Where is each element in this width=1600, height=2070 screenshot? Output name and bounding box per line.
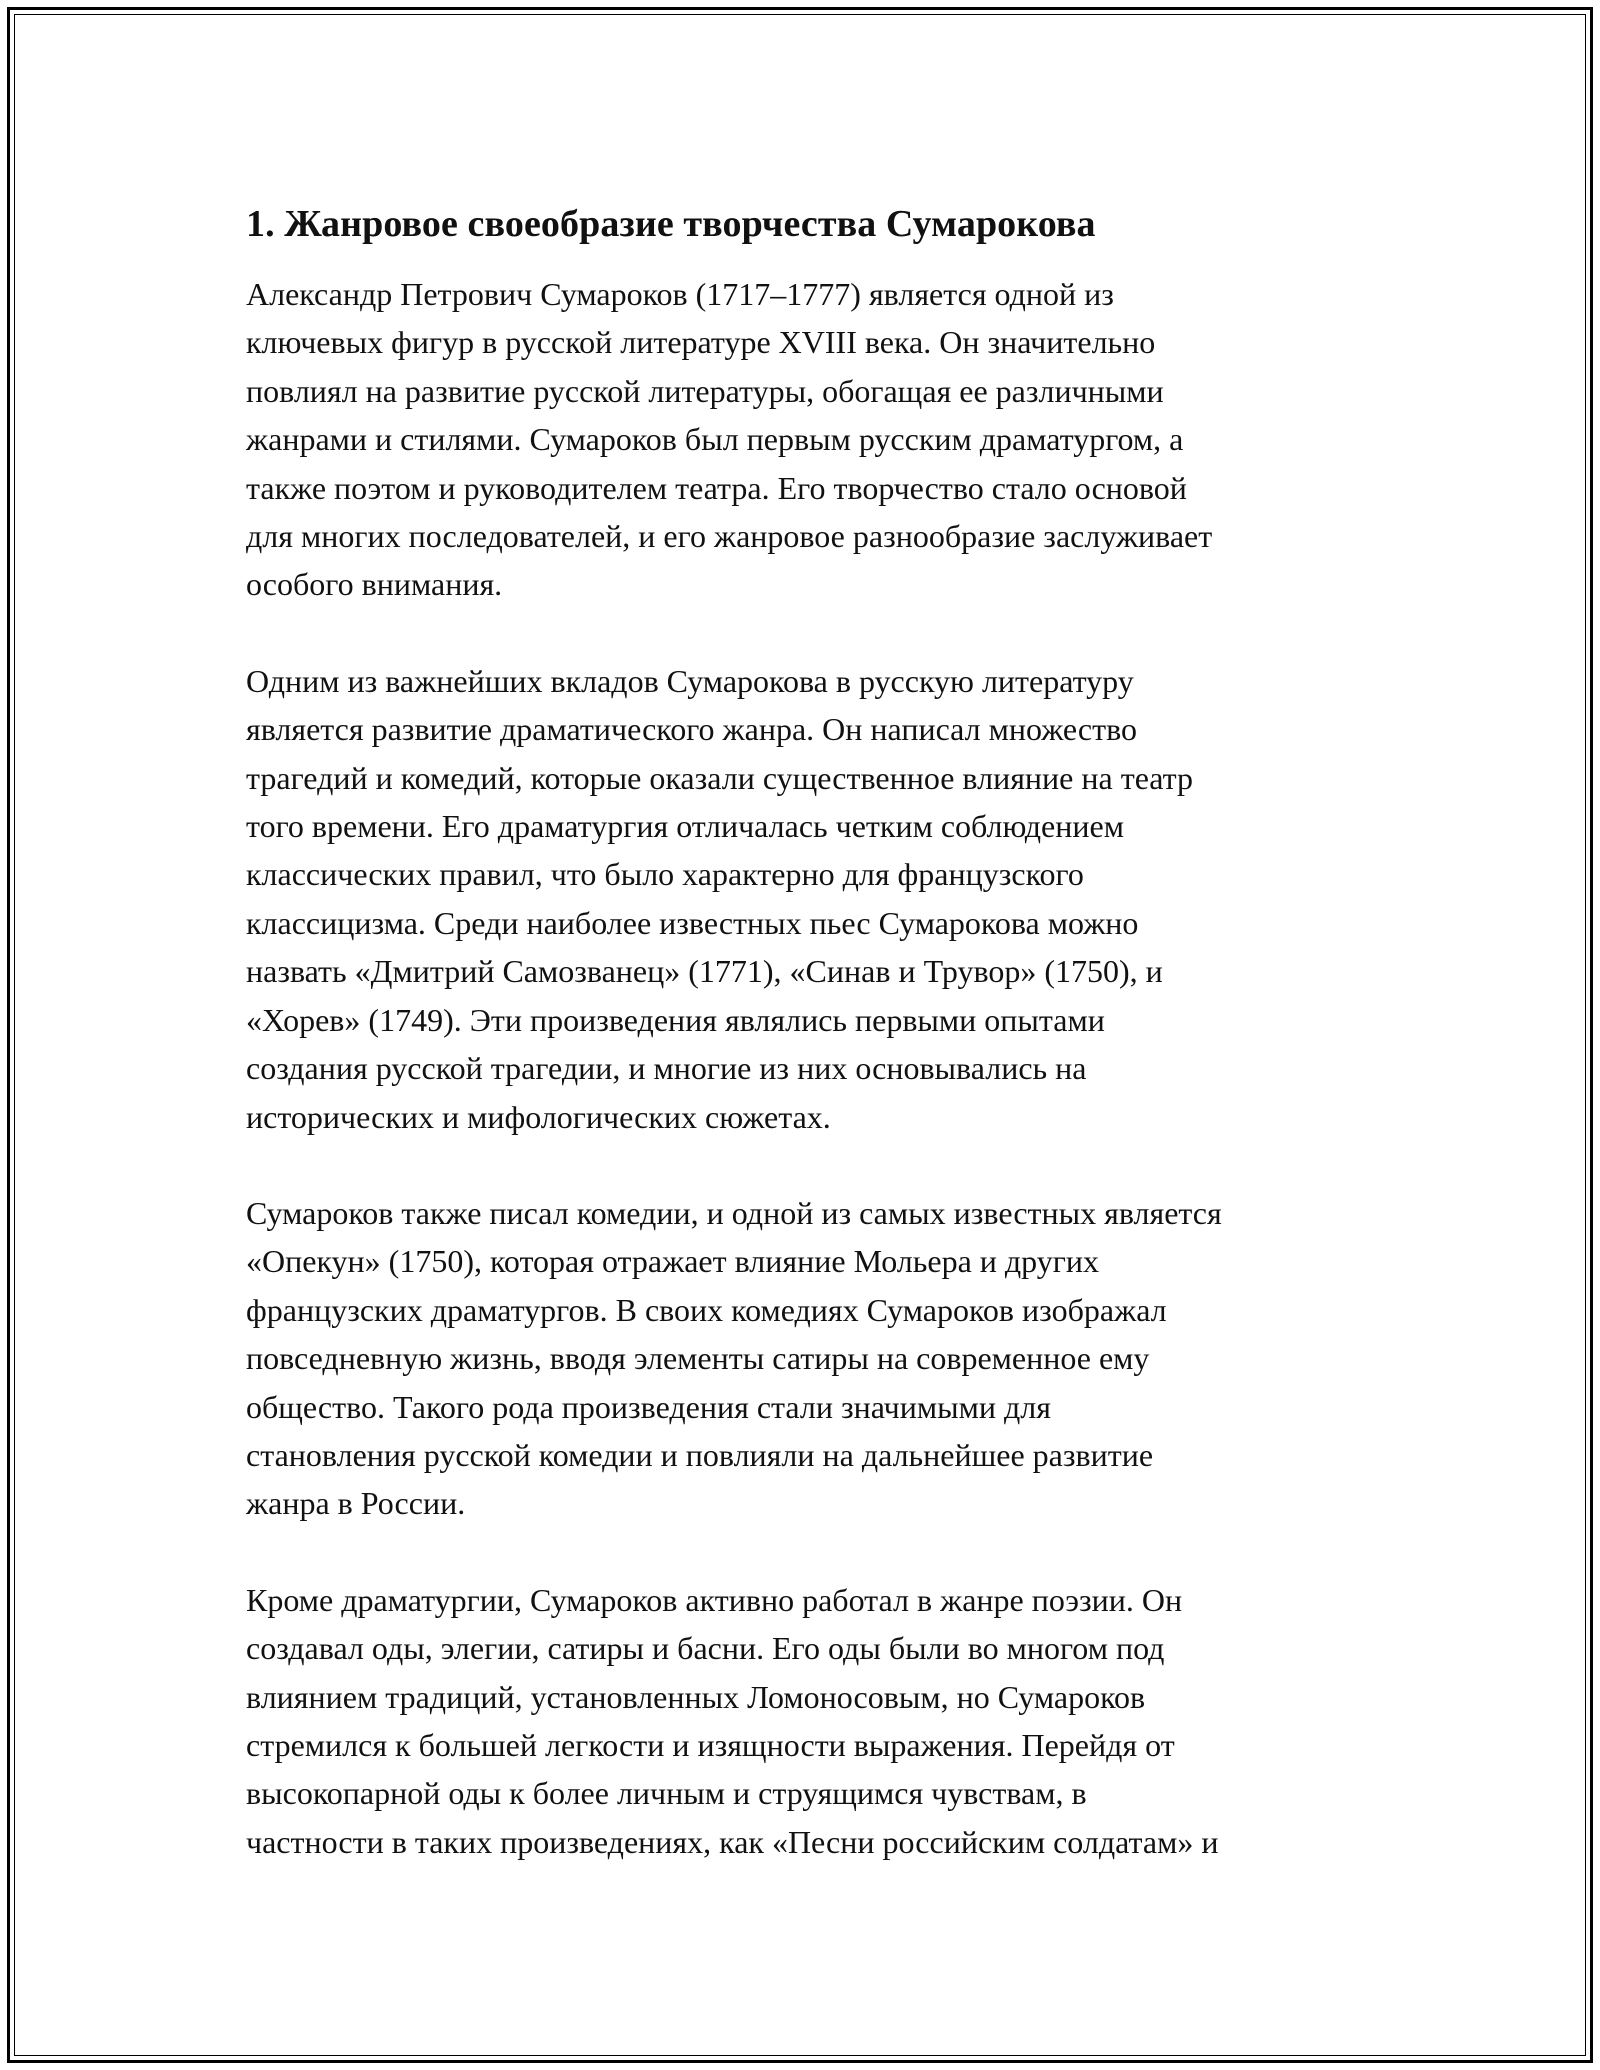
text-line: Александр Петрович Сумароков (1717–1777) является одной из: [246, 276, 1114, 312]
text-line: трагедий и комедий, которые оказали существенное влияние на театр: [246, 759, 1194, 796]
text-line: ключевых фигур в русской литературе XVIII века. Он значительно: [246, 324, 1156, 361]
text-line: Кроме драматургии, Сумароков активно работал в жанре поэзии. Он: [246, 1581, 1183, 1618]
text-line: является развитие драматического жанра. Он написал множество: [246, 711, 1137, 748]
text-line: общество. Такого рода произведения стали значимыми для: [246, 1388, 1051, 1425]
text-line: повседневную жизнь, вводя элементы сатиры на современное ему: [246, 1340, 1150, 1377]
text-line: французских драматургов. В своих комедиях Сумароков изображал: [246, 1291, 1167, 1328]
document-body: [246, 198, 1376, 1914]
text-line: становления русской комедии и повлияли на дальнейшее развитие: [246, 1436, 1154, 1473]
page-frame: [7, 7, 1593, 2063]
text-line: для многих последователей, и его жанровое разнообразие заслуживает: [246, 518, 1213, 555]
text-line: Одним из важнейших вкладов Сумарокова в русскую литературу: [246, 662, 1134, 699]
text-line: жанра в России.: [246, 1485, 466, 1522]
text-line: того времени. Его драматургия отличалась четким соблюдением: [246, 808, 1124, 845]
text-line: также поэтом и руководителем театра. Его творчество стало основой: [246, 469, 1187, 506]
paragraph-comedy: [246, 1189, 1376, 1528]
text-line: высокопарной оды к более личным и струящимся чувствам, в: [246, 1775, 1087, 1812]
text-line: стремился к большей легкости и изящности выражения. Перейдя от: [246, 1726, 1175, 1763]
text-line: особого внимания.: [246, 566, 503, 603]
text-line: влиянием традиций, установленных Ломоносовым, но Сумароков: [246, 1678, 1146, 1715]
text-line: создавал оды, элегии, сатиры и басни. Его оды были во многом под: [246, 1630, 1165, 1667]
text-line: повлиял на развитие русской литературы, обогащая ее различными: [246, 372, 1164, 409]
text-line: Сумароков также писал комедии, и одной из самых известных является: [246, 1194, 1222, 1231]
paragraph-drama: [246, 657, 1376, 1141]
text-line: классических правил, что было характерно для французского: [246, 856, 1084, 893]
text-line: исторических и мифологических сюжетах.: [246, 1098, 831, 1135]
paragraph-poetry: [246, 1576, 1376, 1866]
text-line: классицизма. Среди наиболее известных пьес Сумарокова можно: [246, 904, 1139, 941]
document-title: 1. Жанровое своеобразие творчества Сумарокова: [246, 203, 1096, 245]
text-line: «Хорев» (1749). Эти произведения являлись первыми опытами: [246, 1001, 1105, 1038]
text-line: «Опекун» (1750), которая отражает влияние Мольера и других: [246, 1243, 1099, 1280]
text-line: назвать «Дмитрий Самозванец» (1771), «Синав и Трувор» (1750), и: [246, 953, 1163, 990]
paragraph-intro: [246, 270, 1376, 609]
text-line: создания русской трагедии, и многие из них основывались на: [246, 1050, 1087, 1087]
text-line: частности в таких произведениях, как «Песни российским солдатам» и: [246, 1823, 1219, 1860]
text-line: жанрами и стилями. Сумароков был первым русским драматургом, а: [246, 421, 1184, 458]
